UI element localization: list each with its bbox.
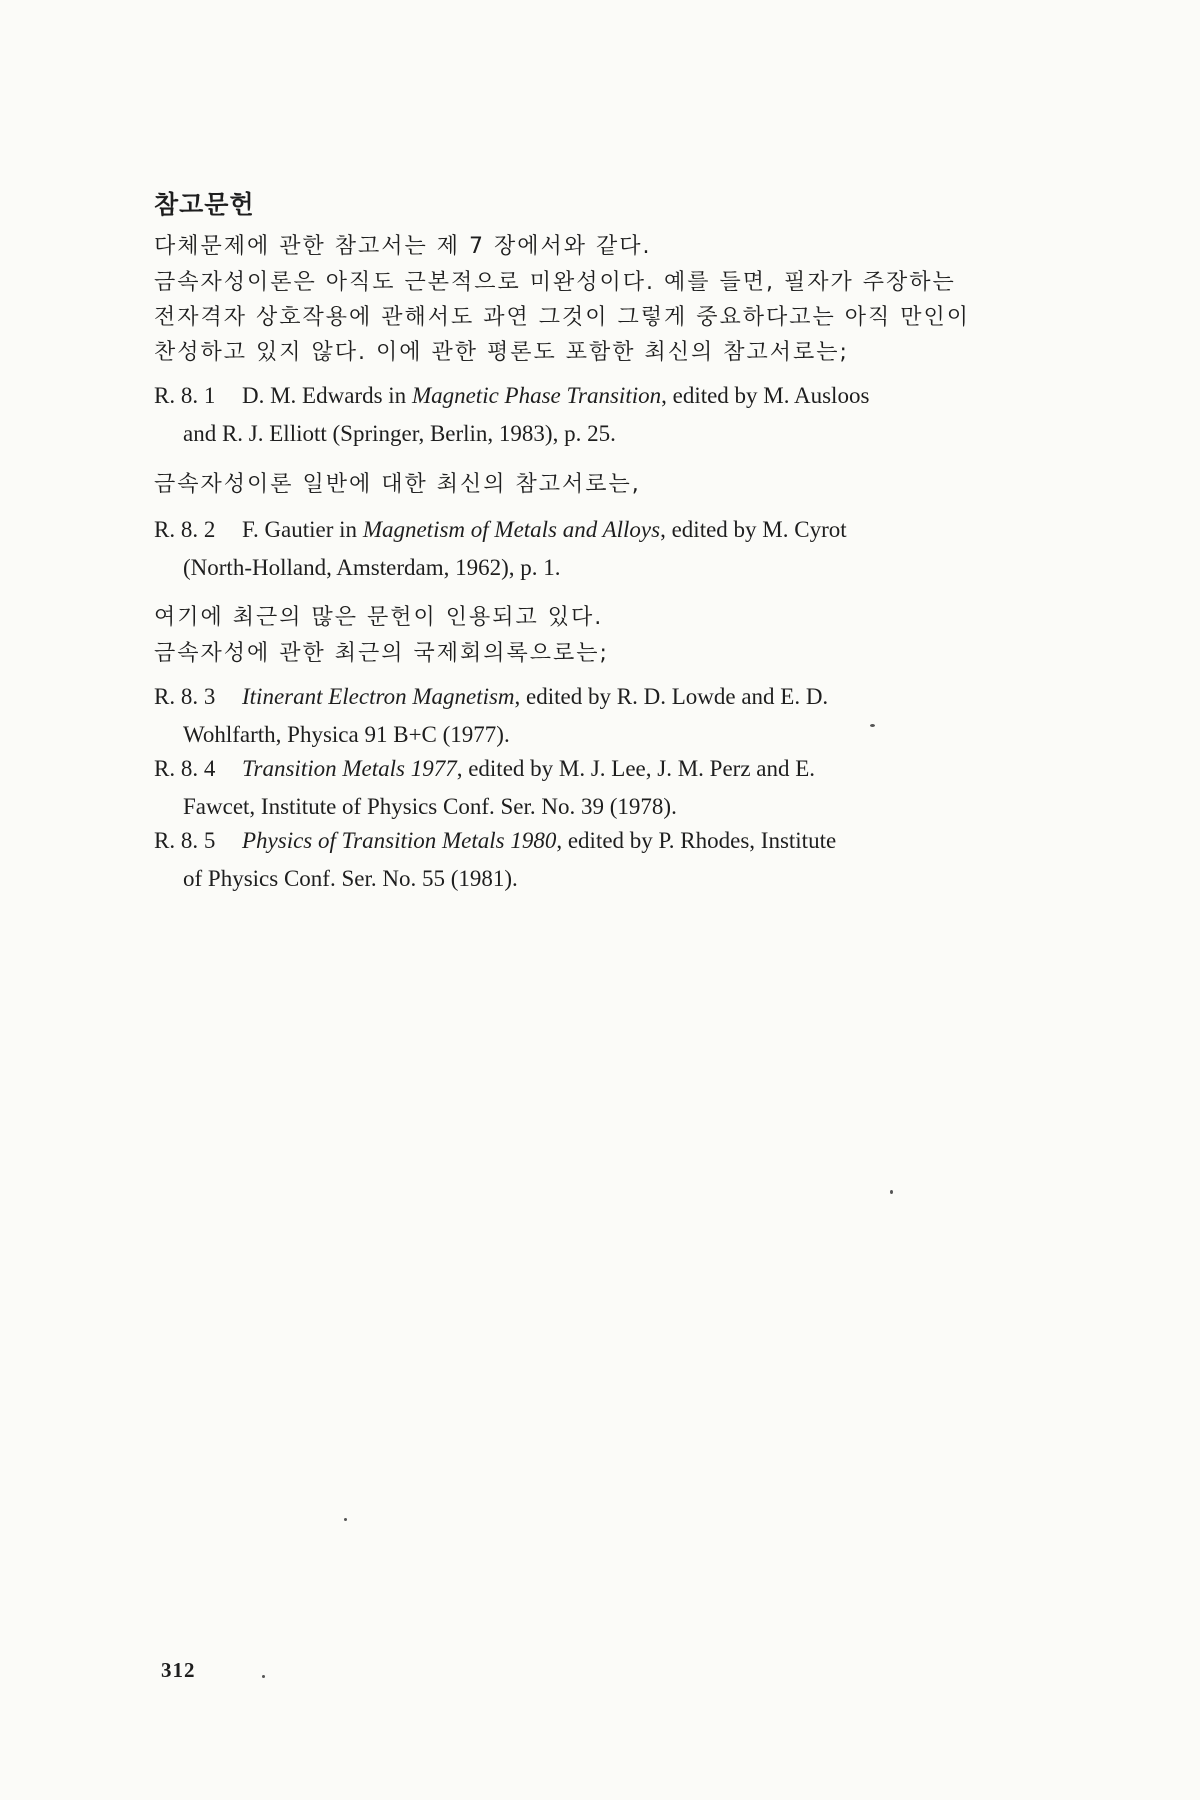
reference-entry	[154, 377, 1020, 453]
reference-continuation: Wohlfarth, Physica 91 B+C (1977).	[183, 722, 510, 747]
reference-first-line	[154, 377, 1020, 415]
reference-entry	[154, 750, 1020, 826]
reference-number: R. 8. 3	[154, 684, 216, 709]
reference-author: D. M. Edwards in	[242, 383, 412, 408]
intro-line-1: 다체문제에 관한 참고서는 제 7 장에서와 같다.	[154, 234, 652, 259]
reference-number: R. 8. 4	[154, 756, 216, 781]
reference-entry	[154, 511, 1020, 587]
references-heading: 참고문헌	[154, 190, 255, 219]
reference-title: Physics of Transition Metals 1980	[242, 828, 557, 853]
reference-continuation: (North-Holland, Amsterdam, 1962), p. 1.	[183, 555, 561, 580]
reference-editors: , edited by M. Ausloos	[661, 383, 870, 408]
intro-line-2: 금속자성이론은 아직도 근본적으로 미완성이다. 예를 들면, 필자가 주장하는	[154, 270, 956, 295]
reference-title: Itinerant Electron Magnetism	[242, 684, 515, 709]
reference-continuation: of Physics Conf. Ser. No. 55 (1981).	[183, 866, 518, 891]
reference-title: Transition Metals 1977	[242, 756, 457, 781]
reference-number: R. 8. 5	[154, 828, 216, 853]
reference-title: Magnetic Phase Transition	[411, 383, 662, 408]
reference-entry	[154, 678, 1020, 754]
reference-editors: , edited by M. Cyrot	[660, 517, 847, 542]
intro-line-3: 전자격자 상호작용에 관해서도 과연 그것이 그렇게 중요하다고는 아직 만인이	[154, 305, 971, 330]
reference-number: R. 8. 1	[154, 383, 216, 408]
reference-first-line	[154, 822, 1020, 860]
reference-editors: , edited by P. Rhodes, Institute	[556, 828, 837, 853]
cited-note: 여기에 최근의 많은 문헌이 인용되고 있다.	[154, 605, 604, 630]
scan-speck	[870, 724, 875, 727]
scan-speck	[262, 1675, 265, 1678]
conference-intro: 금속자성에 관한 최근의 국제회의록으로는;	[154, 641, 609, 666]
scan-speck	[890, 1190, 893, 1194]
reference-editors: , edited by M. J. Lee, J. M. Perz and E.	[456, 756, 816, 781]
reference-first-line	[154, 678, 1020, 716]
reference-author: F. Gautier in	[242, 517, 363, 542]
scan-speck	[344, 1518, 347, 1521]
reference-first-line	[154, 750, 1020, 788]
reference-number: R. 8. 2	[154, 517, 216, 542]
general-references-intro: 금속자성이론 일반에 대한 최신의 참고서로는,	[154, 472, 641, 497]
intro-line-4: 찬성하고 있지 않다. 이에 관한 평론도 포함한 최신의 참고서로는;	[154, 340, 849, 365]
page-number: 312	[161, 1658, 196, 1682]
reference-continuation: and R. J. Elliott (Springer, Berlin, 1983), p. 25.	[183, 421, 616, 446]
reference-editors: , edited by R. D. Lowde and E. D.	[514, 684, 829, 709]
reference-title: Magnetism of Metals and Alloys	[362, 517, 661, 542]
reference-continuation: Fawcet, Institute of Physics Conf. Ser. No. 39 (1978).	[183, 794, 677, 819]
reference-entry	[154, 822, 1020, 898]
reference-first-line	[154, 511, 1020, 549]
